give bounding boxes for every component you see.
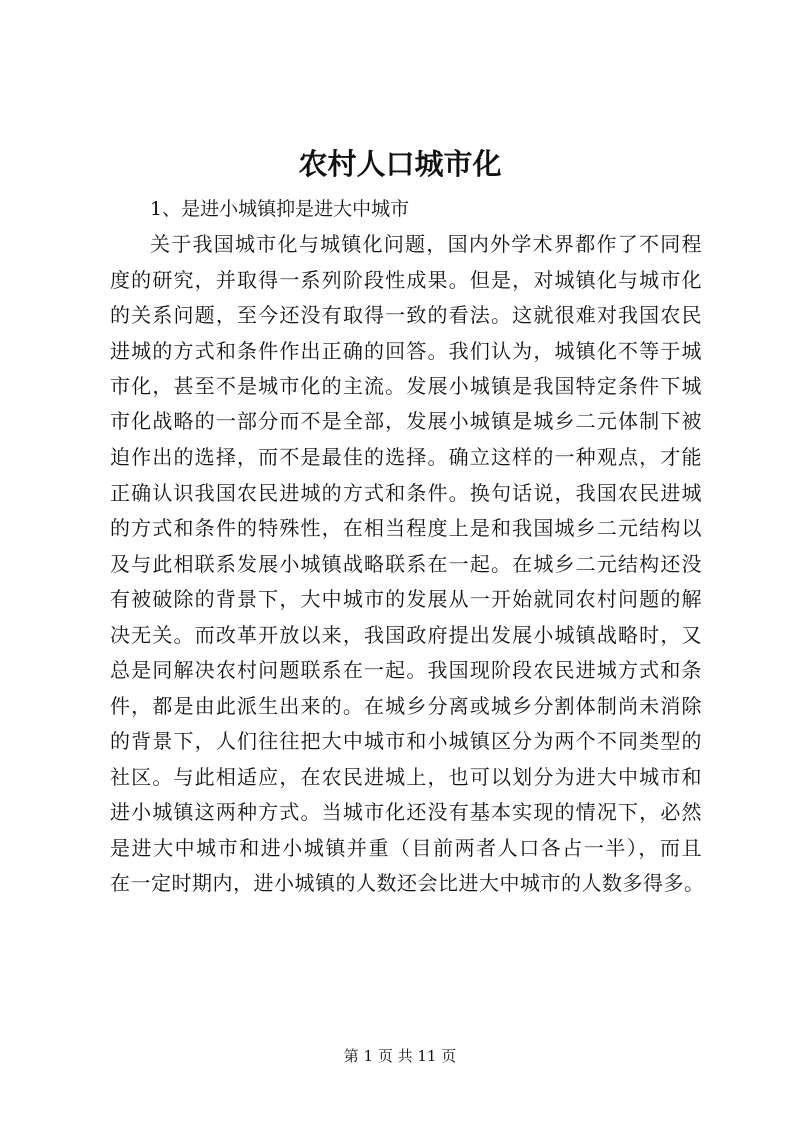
body-line: 决无关。而改革开放以来，我国政府提出发展小城镇战略时，又 [110, 623, 702, 647]
body-line: 有被破除的背景下，大中城市的发展从一开始就同农村问题的解 [110, 587, 702, 611]
body-line: 迫作出的选择，而不是最佳的选择。确立这样的一种观点，才能 [110, 445, 702, 469]
body-line: 度的研究，并取得一系列阶段性成果。但是，对城镇化与城市化 [110, 268, 702, 292]
body-line: 的方式和条件的特殊性，在相当程度上是和我国城乡二元结构以 [110, 516, 702, 540]
body-line: 市化，甚至不是城市化的主流。发展小城镇是我国特定条件下城 [110, 374, 702, 398]
body-line: 进城的方式和条件作出正确的回答。我们认为，城镇化不等于城 [110, 339, 702, 363]
body-line: 在一定时期内，进小城镇的人数还会比进大中城市的人数多得多。 [110, 871, 705, 895]
section-heading: 1、是进小城镇抑是进大中城市 [150, 198, 410, 220]
body-line: 的关系问题，至今还没有取得一致的看法。这就很难对我国农民 [110, 303, 702, 327]
body-line: 是进大中城市和进小城镇并重（目前两者人口各占一半），而且 [110, 836, 702, 860]
page-title: 农村人口城市化 [298, 147, 502, 181]
page-footer: 第 1 页 共 11 页 [343, 1047, 457, 1065]
body-line: 正确认识我国农民进城的方式和条件。换句话说，我国农民进城 [110, 481, 702, 505]
body-line: 社区。与此相适应，在农民进城上，也可以划分为进大中城市和 [110, 765, 702, 789]
body-line: 总是同解决农村问题联系在一起。我国现阶段农民进城方式和条 [110, 658, 702, 682]
body-line: 市化战略的一部分而不是全部，发展小城镇是城乡二元体制下被 [110, 409, 702, 433]
body-line: 进小城镇这两种方式。当城市化还没有基本实现的情况下，必然 [110, 800, 702, 824]
body-line: 及与此相联系发展小城镇战略联系在一起。在城乡二元结构还没 [110, 552, 702, 576]
body-line: 的背景下，人们往往把大中城市和小城镇区分为两个不同类型的 [110, 729, 702, 753]
body-line: 关于我国城市化与城镇化问题，国内外学术界都作了不同程 [150, 232, 702, 256]
body-line: 件，都是由此派生出来的。在城乡分离或城乡分割体制尚未消除 [110, 694, 702, 718]
